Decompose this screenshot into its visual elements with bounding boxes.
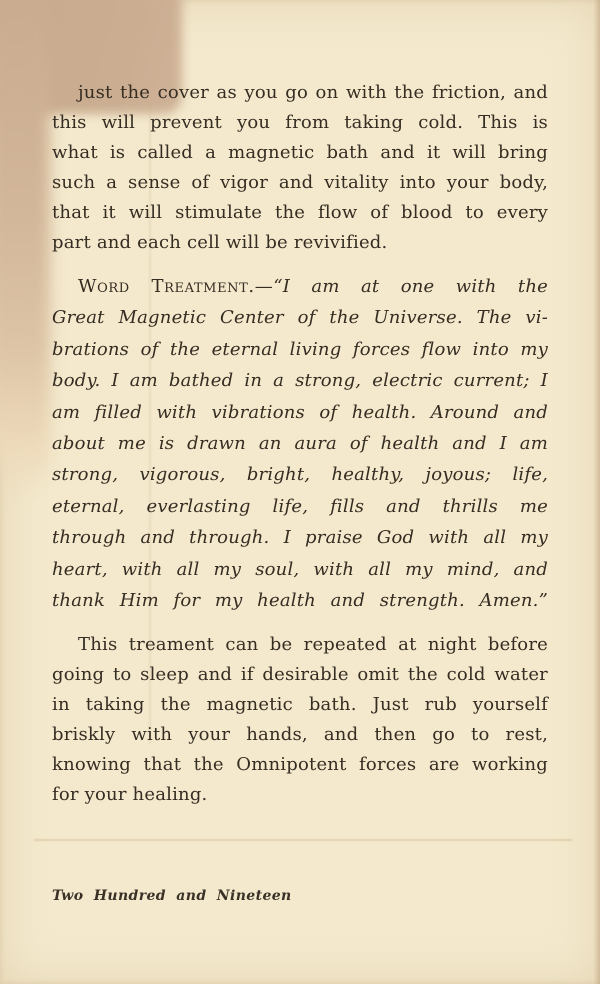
page-number-footer: Two Hundred and Nineteen (52, 888, 292, 904)
text-line: in taking the magnetic bath. Just rub yourself (52, 694, 548, 716)
word-treatment-label: Word Treatment.— (78, 276, 274, 297)
paper-stain-left-edge (0, 0, 50, 502)
show-through-horizontal-line (34, 839, 572, 841)
text-block (52, 78, 548, 810)
text-line: just the cover as you go on with the friction, and (78, 82, 548, 103)
paragraph-word-treatment (52, 271, 548, 616)
text-line: going to sleep and if desirable omit the cold water (52, 664, 548, 686)
text-line: thank Him for my health and strength. Amen.” (52, 590, 548, 612)
text-line: Great Magnetic Center of the Universe. The vi- (52, 307, 548, 329)
text-line: knowing that the Omnipotent forces are working (52, 754, 548, 776)
text-line: for your healing. (52, 784, 208, 806)
text-line: briskly with your hands, and then go to rest, (52, 724, 548, 746)
text-line: This treament can be repeated at night before (78, 634, 548, 656)
text-line: part and each cell will be revivified. (52, 232, 388, 253)
text-line: through and through. I praise God with all my (52, 527, 548, 549)
text-line: strong, vigorous, bright, healthy, joyous; life, (52, 464, 548, 486)
text-line: about me is drawn an aura of health and I am (52, 433, 548, 455)
word-treatment-quote-start: “I am at one with the (273, 276, 548, 297)
text-line: brations of the eternal living forces flow into my (52, 338, 548, 360)
text-line: eternal, everlasting life, fills and thrills me (52, 495, 548, 517)
text-line: such a sense of vigor and vitality into your body, (52, 172, 548, 193)
text-line: this will prevent you from taking cold. This is (52, 112, 548, 133)
text-line: what is called a magnetic bath and it will bring (52, 142, 548, 163)
word-treatment-first-line (52, 271, 548, 302)
text-line: that it will stimulate the flow of blood to every (52, 202, 548, 223)
paragraph-magnetic-bath (52, 78, 548, 258)
paragraph-repeat-at-night (52, 630, 548, 810)
text-line: body. I am bathed in a strong, electric current; I (52, 370, 548, 392)
text-line: am filled with vibrations of health. Around and (52, 401, 548, 423)
text-line: heart, with all my soul, with all my mind, and (52, 558, 548, 580)
word-treatment-quote-body (52, 302, 548, 616)
page-right-edge-shadow (593, 0, 600, 984)
